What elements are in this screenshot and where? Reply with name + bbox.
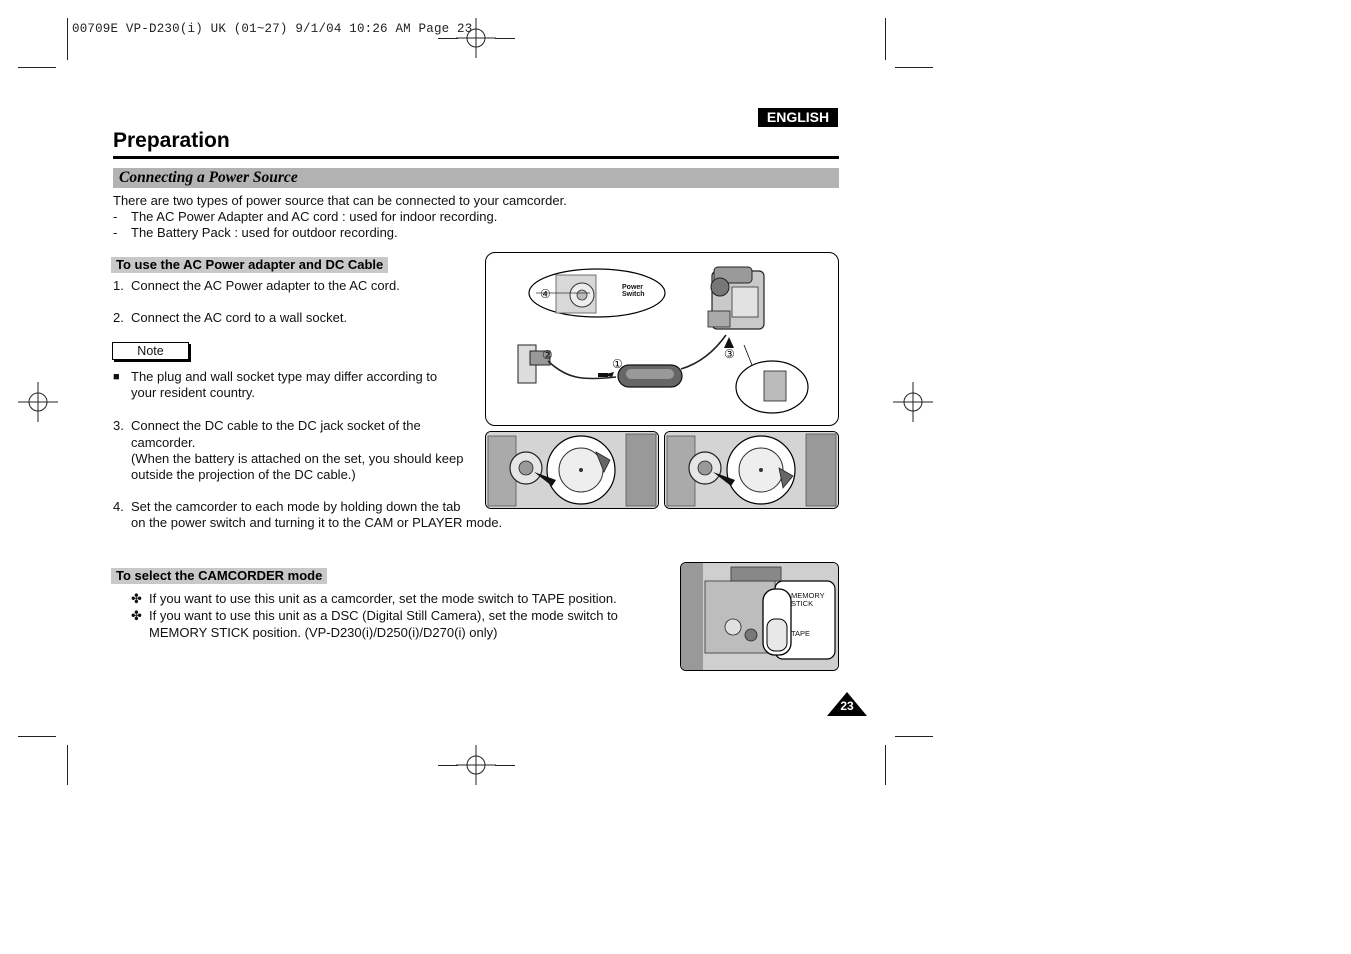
crop-mark <box>895 67 933 68</box>
intro-text: There are two types of power source that can be connected to your camcorder. <box>113 193 567 208</box>
list-marker: ✤ <box>131 591 142 606</box>
crop-mark <box>885 18 886 60</box>
intro-bullet-marker: - <box>113 209 118 224</box>
callout-number-2: ② <box>542 348 553 362</box>
callout-number-3: ③ <box>724 347 735 361</box>
crop-mark <box>438 765 458 766</box>
section-title: Connecting a Power Source <box>119 169 298 186</box>
power-switch-dial-illustration <box>665 432 838 508</box>
mode-label-stick: STICK <box>791 599 814 608</box>
page-title: Preparation <box>113 129 230 152</box>
title-divider <box>113 156 839 159</box>
power-switch-figure-player <box>664 431 839 509</box>
step-number: 4. <box>113 499 124 514</box>
registration-mark-icon <box>456 18 496 58</box>
mode-switch-illustration <box>681 563 838 670</box>
note-text: The plug and wall socket type may differ according to <box>131 369 438 384</box>
intro-bullet: The Battery Pack : used for outdoor recording. <box>131 225 398 240</box>
intro-bullet: The AC Power Adapter and AC cord : used for indoor recording. <box>131 209 498 224</box>
power-switch-label: Switch <box>622 291 645 298</box>
step-number: 3. <box>113 418 124 433</box>
step-number: 1. <box>113 278 124 293</box>
mode-switch-figure <box>680 562 839 671</box>
crop-mark <box>495 765 515 766</box>
intro-bullet-marker: - <box>113 225 118 240</box>
ac-adapter-connection-figure <box>485 252 839 426</box>
step-text: Connect the AC cord to a wall socket. <box>131 310 348 325</box>
crop-mark <box>18 67 56 68</box>
mode-label-tape: TAPE <box>791 629 811 638</box>
crop-mark <box>67 745 68 785</box>
step-text: Set the camcorder to each mode by holding down the tab <box>131 499 461 514</box>
list-item: MEMORY STICK position. (VP-D230(i)/D250(i)/D270(i) only) <box>149 625 498 640</box>
note-text: your resident country. <box>131 385 256 400</box>
crop-mark <box>885 745 886 785</box>
step-number: 2. <box>113 310 124 325</box>
registration-mark-icon <box>18 382 58 422</box>
power-switch-figure-cam <box>485 431 659 509</box>
ac-section-heading: To use the AC Power adapter and DC Cable <box>111 257 388 273</box>
callout-number-1: ① <box>612 357 623 371</box>
step-text: (When the battery is attached on the set, you should keep <box>131 451 464 466</box>
power-switch-label: Power <box>622 284 644 291</box>
print-slug: 00709E VP-D230(i) UK (01~27) 9/1/04 10:26 AM Page 23 <box>72 22 473 36</box>
mode-label-memory: MEMORY <box>791 591 825 600</box>
callout-number-4: ④ <box>540 287 551 301</box>
page-number: 23 <box>840 699 854 713</box>
step-text: camcorder. <box>131 435 196 450</box>
step-text: on the power switch and turning it to the CAM or PLAYER mode. <box>131 515 503 530</box>
list-item: If you want to use this unit as a DSC (Digital Still Camera), set the mode switch to <box>149 608 618 623</box>
power-switch-dial-illustration <box>486 432 658 508</box>
crop-mark <box>18 736 56 737</box>
language-badge: ENGLISH <box>758 108 838 127</box>
crop-mark <box>495 38 515 39</box>
connection-illustration <box>486 253 838 425</box>
step-text: Connect the AC Power adapter to the AC cord. <box>131 278 400 293</box>
note-bullet-marker: ■ <box>113 371 120 383</box>
list-marker: ✤ <box>131 608 142 623</box>
crop-mark <box>895 736 933 737</box>
list-item: If you want to use this unit as a camcorder, set the mode switch to TAPE position. <box>149 591 617 606</box>
note-label: Note <box>112 342 189 360</box>
camcorder-section-heading: To select the CAMCORDER mode <box>111 568 327 584</box>
crop-mark <box>438 38 458 39</box>
step-text: Connect the DC cable to the DC jack socket of the <box>131 418 421 433</box>
registration-mark-icon <box>456 745 496 785</box>
crop-mark <box>67 18 68 60</box>
registration-mark-icon <box>893 382 933 422</box>
step-text: outside the projection of the DC cable.) <box>131 467 356 482</box>
